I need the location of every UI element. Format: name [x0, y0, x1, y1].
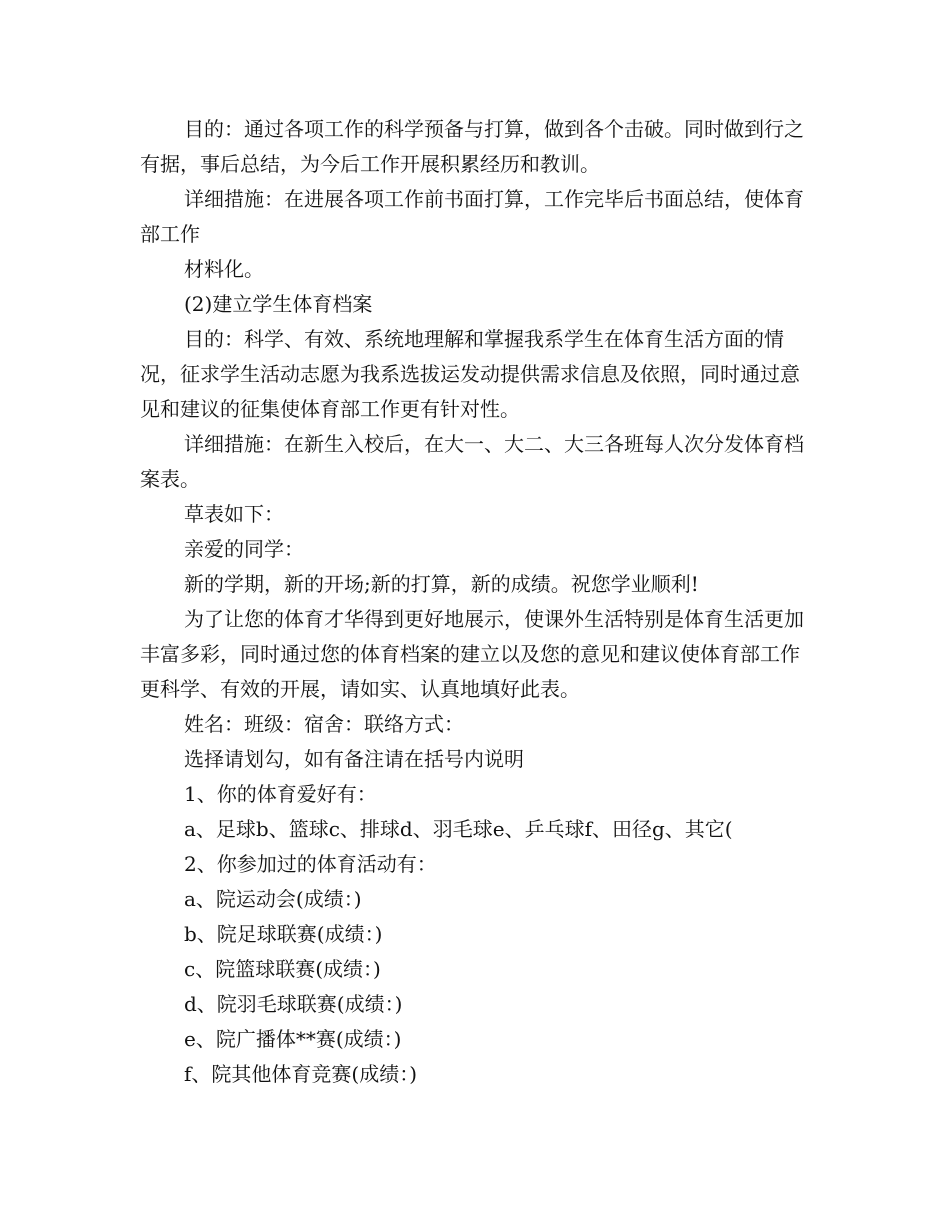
question-1-hobbies: 1、你的体育爱好有：: [184, 782, 377, 806]
paragraph-measures-planning: 详细措施：在进展各项工作前书面打算，工作完毕后书面总结，使体育部工作: [140, 187, 804, 246]
form-new-semester-wish: 新的学期，新的开场;新的打算，新的成绩。祝您学业顺利!: [184, 572, 699, 596]
section-heading-sports-archive: (2)建立学生体育档案: [184, 292, 373, 316]
option-c-basketball-league: c、院篮球联赛(成绩：): [184, 957, 381, 981]
document-body: [140, 112, 812, 1092]
form-personal-info-fields: 姓名：班级：宿舍：联络方式：: [184, 712, 464, 736]
option-f-other-competitions: f、院其他体育竞赛(成绩：): [184, 1062, 418, 1086]
question-1-options: a、足球b、篮球c、排球d、羽毛球e、乒乓球f、田径g、其它(: [184, 817, 733, 841]
paragraph-materialization: 材料化。: [184, 257, 264, 281]
form-greeting: 亲爱的同学：: [184, 537, 304, 561]
paragraph-measures-archive: 详细措施：在新生入校后，在大一、大二、大三各班每人次分发体育档案表。: [140, 432, 804, 491]
option-e-broadcast-exercise: e、院广播体**赛(成绩：): [184, 1027, 402, 1051]
option-b-football-league: b、院足球联赛(成绩：): [184, 922, 383, 946]
paragraph-draft-form-intro: 草表如下：: [184, 502, 284, 526]
form-instruction-paragraph: 为了让您的体育才华得到更好地展示，使课外生活特别是体育生活更加丰富多彩，同时通过您的体育档案的建立以及您的意见和建议使体育部工作更科学、有效的开展，请如实、认真地填好此表。: [140, 607, 804, 701]
option-d-badminton-league: d、院羽毛球联赛(成绩：): [184, 992, 403, 1016]
option-a-sports-meet: a、院运动会(成绩：): [184, 887, 362, 911]
paragraph-purpose-archive: 目的：科学、有效、系统地理解和掌握我系学生在体育生活方面的情况，征求学生活动志愿为我系选拔运发动提供需求信息及依照，同时通过意见和建议的征集使体育部工作更有针对性。: [140, 327, 800, 421]
question-2-activities: 2、你参加过的体育活动有：: [184, 852, 437, 876]
paragraph-purpose-planning: 目的：通过各项工作的科学预备与打算，做到各个击破。同时做到行之有据，事后总结，为今后工作开展积累经历和教训。: [140, 117, 804, 176]
form-selection-note: 选择请划勾，如有备注请在括号内说明: [184, 747, 524, 771]
